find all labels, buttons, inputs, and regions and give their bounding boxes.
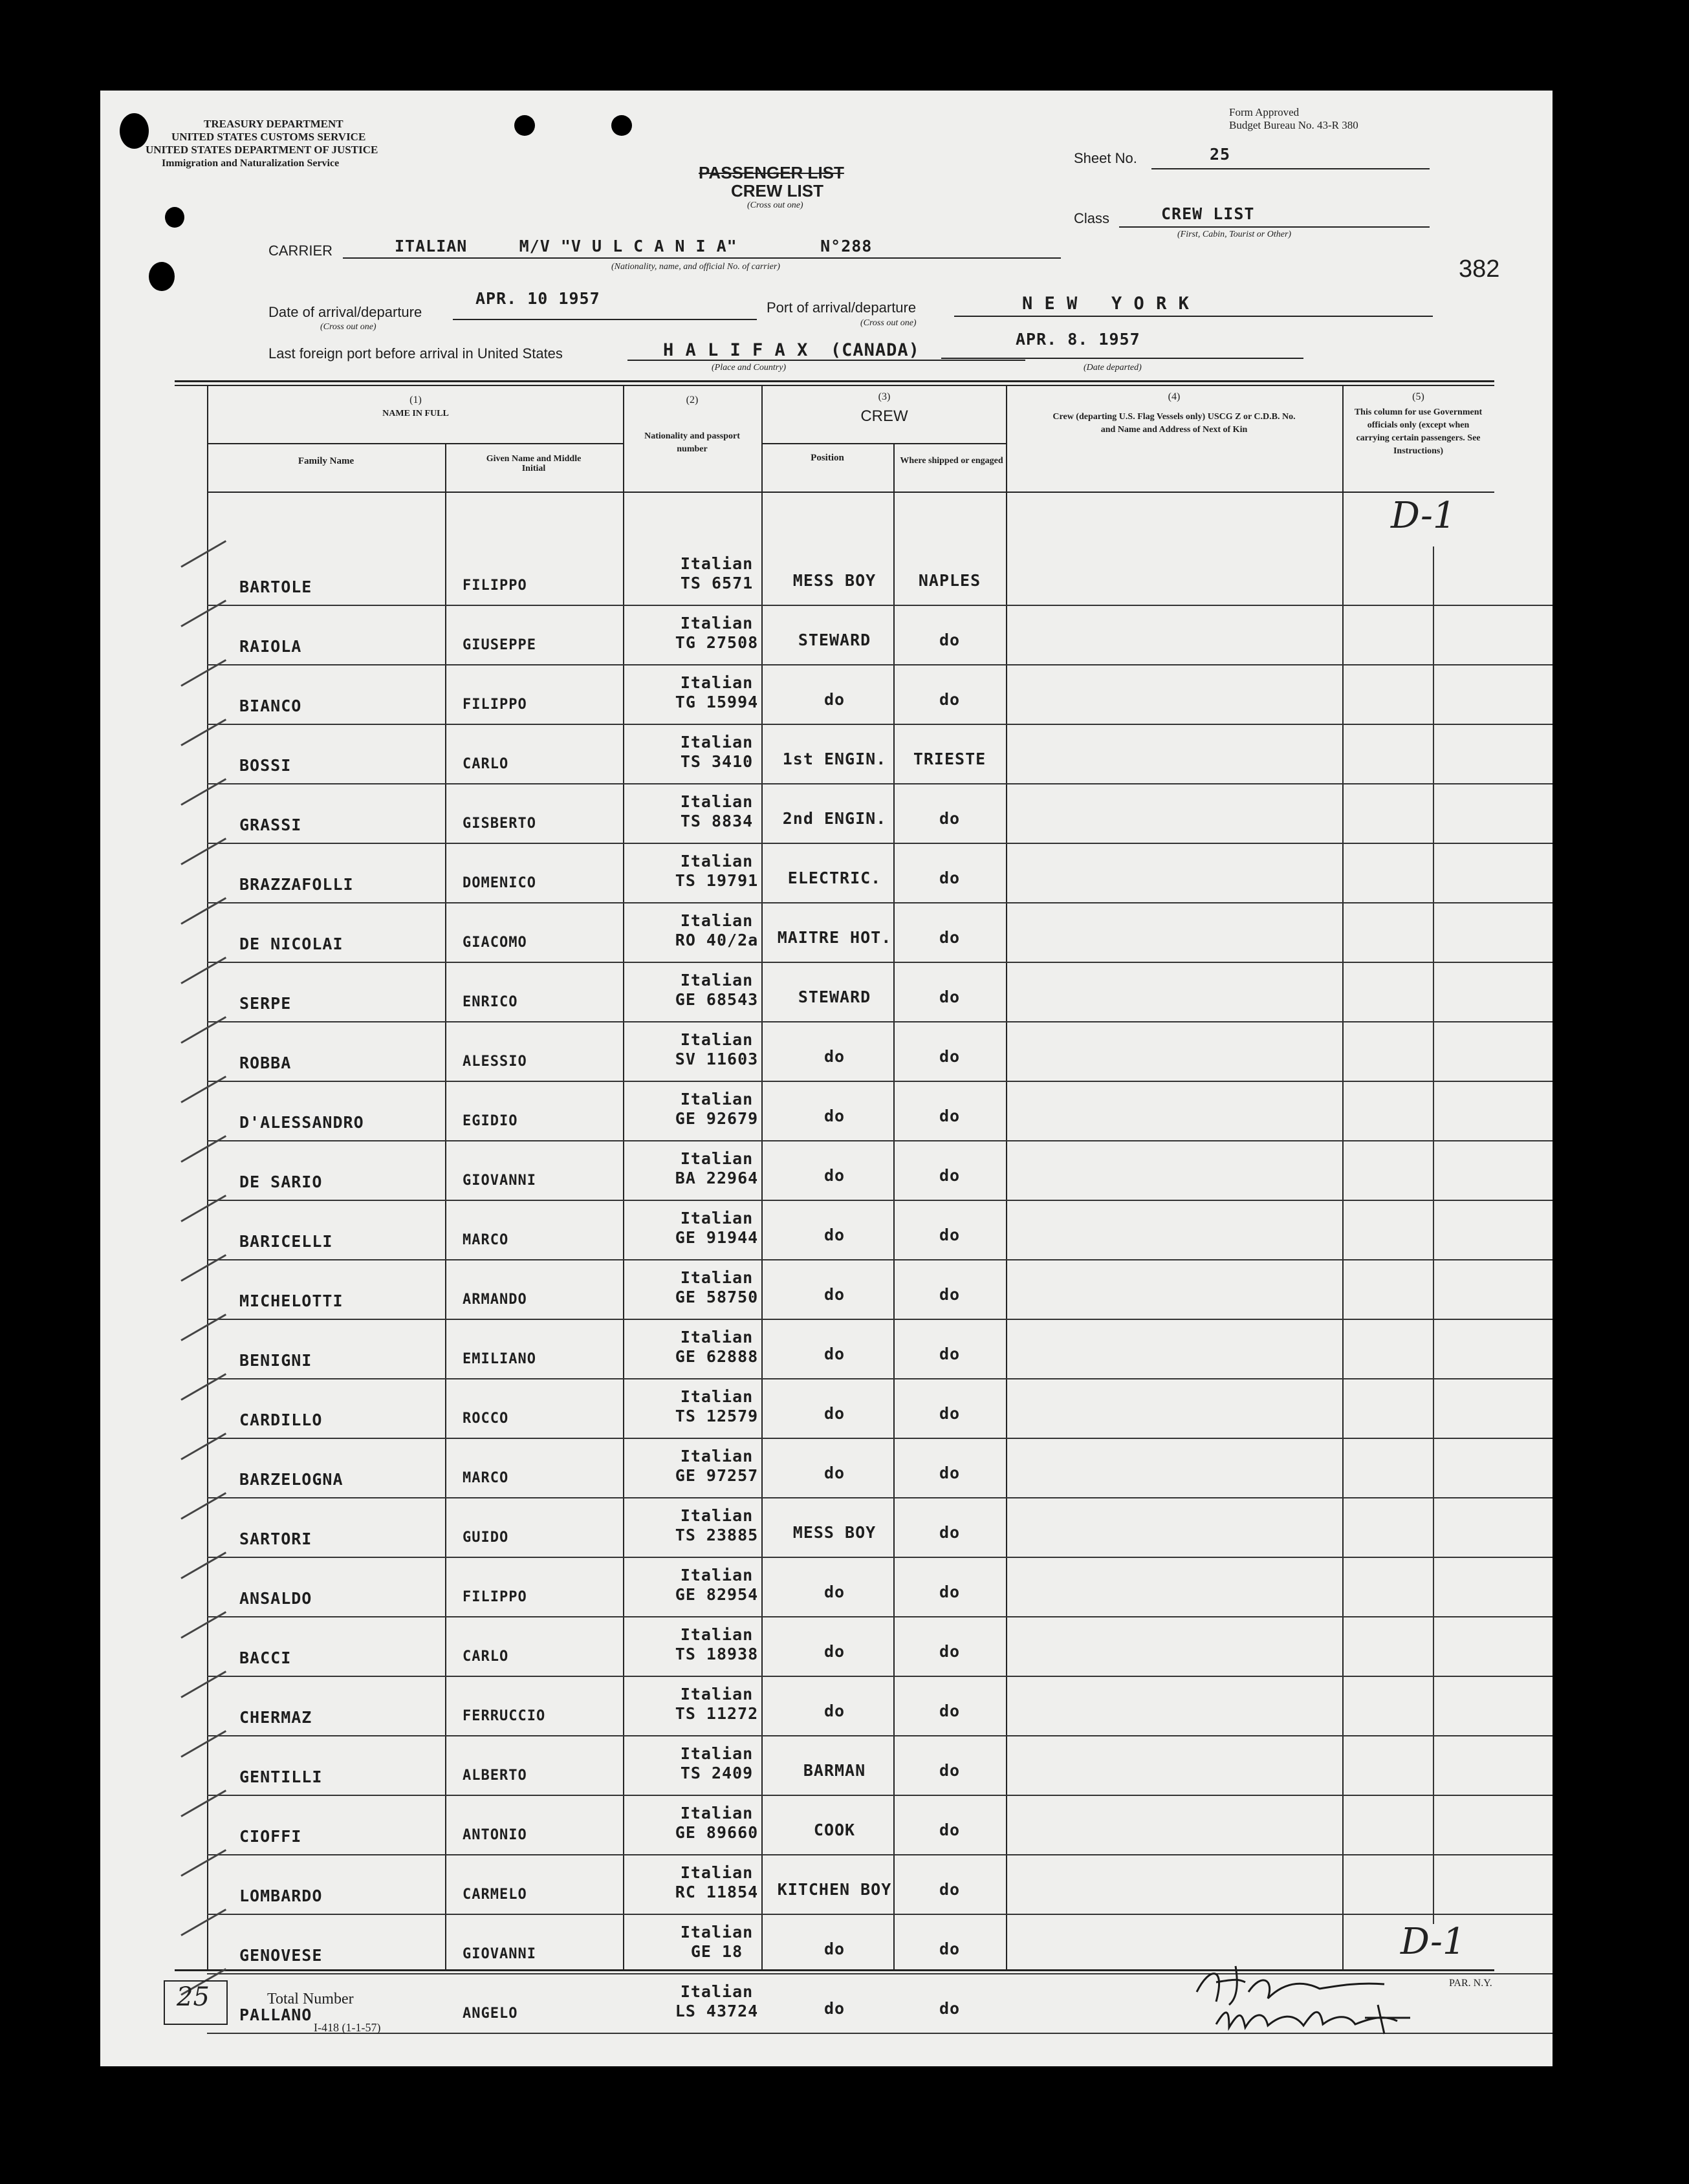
crew-position: BARMAN	[803, 1761, 866, 1780]
carrier-hint: (Nationality, name, and official No. of carrier)	[611, 262, 780, 272]
budget-bureau: Budget Bureau No. 43-R 380	[1229, 119, 1358, 131]
form-approved: Form Approved	[1229, 106, 1300, 118]
document-sheet	[100, 91, 1553, 2066]
crew-position: ELECTRIC.	[787, 869, 882, 887]
given-name: CARLO	[463, 756, 509, 772]
nationality: Italian	[680, 792, 754, 811]
family-name: GENOVESE	[239, 1946, 323, 1965]
form-number: I-418 (1-1-57)	[314, 2021, 381, 2034]
page-number: 382	[1459, 255, 1500, 283]
where-shipped: do	[939, 1345, 961, 1363]
table-row	[100, 844, 1553, 903]
given-name: GISBERTO	[463, 816, 536, 832]
passport-number: TS 19791	[675, 871, 759, 890]
where-shipped: do	[939, 1226, 961, 1244]
passport-number: TS 23885	[675, 1526, 759, 1544]
family-name: D'ALESSANDRO	[239, 1113, 364, 1132]
col3-number: (3)	[878, 391, 891, 402]
table-row	[100, 1855, 1553, 1915]
passport-number: TS 11272	[675, 1704, 759, 1723]
port-label: Port of arrival/departure	[767, 299, 917, 316]
where-shipped: do	[939, 690, 961, 709]
nationality: Italian	[680, 971, 754, 989]
crew-position: MAITRE HOT.	[777, 928, 892, 947]
where-shipped: do	[939, 1166, 961, 1185]
nationality: Italian	[680, 1387, 754, 1406]
sheet-no-label: Sheet No.	[1074, 150, 1137, 166]
agency-line-3: UNITED STATES DEPARTMENT OF JUSTICE	[146, 144, 378, 156]
given-name: CARMELO	[463, 1887, 527, 1903]
where-shipped: do	[939, 928, 961, 947]
family-name: BARTOLE	[239, 578, 312, 596]
passport-number: TS 8834	[680, 812, 754, 830]
crew-position: STEWARD	[798, 988, 871, 1006]
passport-number: RC 11854	[675, 1883, 759, 1901]
where-shipped: do	[939, 1880, 961, 1899]
crew-position: MESS BOY	[792, 1523, 877, 1542]
crew-position: STEWARD	[798, 631, 871, 649]
table-row	[100, 1082, 1553, 1141]
nationality: Italian	[680, 1923, 754, 1941]
nationality: Italian	[680, 1566, 754, 1584]
crew-position: KITCHEN BOY	[777, 1880, 892, 1899]
family-name: CARDILLO	[239, 1411, 323, 1429]
given-name: FILIPPO	[463, 697, 527, 713]
passport-number: RO 40/2a	[675, 931, 759, 949]
family-name: MICHELOTTI	[239, 1292, 343, 1310]
where-shipped: TRIESTE	[913, 750, 986, 768]
departed-hint: (Date departed)	[1084, 363, 1142, 373]
punch-hole	[120, 113, 149, 149]
col2-number: (2)	[686, 395, 699, 405]
col1-family: Family Name	[298, 456, 354, 466]
punch-hole	[514, 115, 535, 136]
passport-number: GE 68543	[675, 990, 759, 1009]
family-name: BACCI	[239, 1649, 292, 1667]
carrier-label: CARRIER	[268, 243, 333, 259]
last-port-value: H A L I F A X (CANADA)	[663, 340, 920, 360]
family-name: BARICELLI	[239, 1232, 333, 1251]
given-name: ENRICO	[463, 994, 518, 1010]
passport-number: SV 11603	[675, 1050, 759, 1068]
passport-number: TS 3410	[680, 752, 754, 771]
table-row	[100, 1022, 1553, 1082]
where-shipped: do	[939, 1583, 961, 1601]
carrier-underline	[343, 257, 1061, 259]
date-underline	[453, 319, 757, 320]
table-row	[100, 1617, 1553, 1677]
nationality: Italian	[680, 1804, 754, 1822]
table-row	[100, 1379, 1553, 1439]
passport-number: GE 62888	[675, 1347, 759, 1366]
nationality: Italian	[680, 554, 754, 573]
where-shipped: do	[939, 869, 961, 887]
header-sub-rule	[207, 443, 624, 444]
nationality: Italian	[680, 1982, 754, 2001]
family-name: GRASSI	[239, 816, 302, 834]
where-shipped: do	[939, 1761, 961, 1780]
nationality: Italian	[680, 1209, 754, 1227]
col3-position: Position	[811, 453, 844, 463]
passport-number: TS 18938	[675, 1645, 759, 1663]
crew-position: do	[823, 1642, 845, 1661]
table-row	[100, 1320, 1553, 1379]
where-shipped: do	[939, 1702, 961, 1720]
punch-hole	[611, 115, 632, 136]
nationality: Italian	[680, 1744, 754, 1763]
header-sub-rule	[761, 443, 1007, 444]
family-name: BIANCO	[239, 697, 302, 715]
nationality: Italian	[680, 1328, 754, 1346]
given-name: MARCO	[463, 1470, 509, 1486]
nationality: Italian	[680, 1149, 754, 1168]
total-count-value: 25	[177, 1982, 210, 2012]
table-row	[100, 725, 1553, 784]
par-ny: PAR. N.Y.	[1449, 1978, 1492, 1989]
crew-position: MESS BOY	[792, 571, 877, 590]
family-name: LOMBARDO	[239, 1887, 323, 1905]
agency-line-1: TREASURY DEPARTMENT	[204, 118, 343, 130]
date-hint: (Cross out one)	[320, 322, 376, 332]
passport-number: GE 58750	[675, 1288, 759, 1306]
where-shipped: do	[939, 1642, 961, 1661]
given-name: GIOVANNI	[463, 1173, 536, 1189]
class-label: Class	[1074, 210, 1110, 226]
crew-position: do	[823, 1345, 845, 1363]
passport-number: GE 89660	[675, 1823, 759, 1842]
departed-underline	[941, 358, 1303, 359]
class-hint: (First, Cabin, Tourist or Other)	[1177, 230, 1292, 239]
family-name: SERPE	[239, 994, 292, 1013]
table-top-rule-2	[175, 385, 1494, 386]
passport-number: GE 82954	[675, 1585, 759, 1604]
family-name: CHERMAZ	[239, 1708, 312, 1727]
given-name: ALBERTO	[463, 1768, 527, 1784]
table-row	[100, 1677, 1553, 1736]
col2-title: Nationality and passport number	[644, 431, 740, 454]
where-shipped: do	[939, 1047, 961, 1066]
col5-number: (5)	[1412, 391, 1424, 402]
family-name: SARTORI	[239, 1530, 312, 1548]
where-shipped: do	[939, 631, 961, 649]
family-name: BRAZZAFOLLI	[239, 875, 354, 894]
nationality: Italian	[680, 733, 754, 751]
family-name: DE SARIO	[239, 1173, 323, 1191]
column-5-bracket-line	[1433, 546, 1434, 1924]
port-hint: (Cross out one)	[860, 318, 917, 328]
class-value: CREW LIST	[1161, 204, 1255, 223]
passenger-list-title: PASSENGER LIST	[699, 163, 844, 182]
family-name: GENTILLI	[239, 1768, 323, 1786]
crew-position: do	[823, 1583, 845, 1601]
handwritten-signature	[1190, 1953, 1443, 2044]
given-name: FILIPPO	[463, 578, 527, 594]
table-row	[100, 546, 1553, 606]
table-row	[100, 963, 1553, 1022]
crew-position: do	[823, 1999, 845, 2018]
crew-position: 2nd ENGIN.	[782, 809, 887, 828]
given-name: ALESSIO	[463, 1054, 527, 1070]
where-shipped: do	[939, 1107, 961, 1125]
col3-title: CREW	[860, 407, 908, 425]
check-mark	[180, 540, 226, 568]
sheet-no-underline	[1151, 168, 1430, 169]
port-underline	[954, 316, 1433, 317]
crew-position: do	[823, 690, 845, 709]
nationality: Italian	[680, 614, 754, 632]
col1-given: Given Name and Middle Initial	[486, 454, 582, 473]
passport-number: TS 12579	[675, 1407, 759, 1425]
given-name: ARMANDO	[463, 1292, 527, 1308]
table-row	[100, 606, 1553, 665]
given-name: ROCCO	[463, 1411, 509, 1427]
given-name: GIOVANNI	[463, 1946, 536, 1962]
family-name: CIOFFI	[239, 1827, 302, 1846]
crew-position: do	[823, 1107, 845, 1125]
table-top-rule	[175, 380, 1494, 382]
crew-position: do	[823, 1226, 845, 1244]
family-name: BENIGNI	[239, 1351, 312, 1370]
nationality: Italian	[680, 911, 754, 930]
table-row	[100, 1558, 1553, 1617]
where-shipped: do	[939, 1285, 961, 1304]
where-shipped: do	[939, 1999, 961, 2018]
col4-title: Crew (departing U.S. Flag Vessels only) USCG Z or C.D.B. No. and Name and Address of Next of Kin	[1052, 412, 1296, 435]
agency-line-4: Immigration and Naturalization Service	[162, 158, 340, 169]
given-name: FERRUCCIO	[463, 1708, 546, 1724]
passport-number: GE 97257	[675, 1466, 759, 1485]
col5-title: This column for use Government officials only (except when carrying certain passengers. See Instructions)	[1354, 407, 1483, 456]
table-row	[100, 665, 1553, 725]
d1-annotation-bottom: D-1	[1400, 1921, 1466, 1963]
passport-number: TG 15994	[675, 693, 759, 711]
where-shipped: NAPLES	[918, 571, 981, 590]
class-underline	[1119, 226, 1430, 228]
table-row	[100, 784, 1553, 844]
last-port-label: Last foreign port before arrival in United States	[268, 345, 563, 362]
col3-where: Where shipped or engaged	[900, 456, 1003, 466]
given-name: DOMENICO	[463, 875, 536, 891]
punch-hole	[165, 207, 184, 228]
departed-value: APR. 8. 1957	[1016, 330, 1140, 349]
given-name: FILIPPO	[463, 1589, 527, 1605]
given-name: ANTONIO	[463, 1827, 527, 1843]
given-name: GUIDO	[463, 1530, 509, 1546]
crew-position: do	[823, 1940, 845, 1958]
given-name: ANGELO	[463, 2006, 518, 2022]
crew-list-title: CREW LIST	[731, 181, 823, 200]
given-name: EMILIANO	[463, 1351, 536, 1367]
where-shipped: do	[939, 1821, 961, 1839]
carrier-value: ITALIAN M/V "V U L C A N I A" N°288	[395, 237, 873, 255]
crew-position: do	[823, 1166, 845, 1185]
nationality: Italian	[680, 1863, 754, 1882]
crew-position: do	[823, 1285, 845, 1304]
passport-number: GE 91944	[675, 1228, 759, 1247]
nationality: Italian	[680, 1268, 754, 1287]
port-value: N E W Y O R K	[1022, 294, 1190, 314]
crew-position: COOK	[813, 1821, 856, 1839]
given-name: GIACOMO	[463, 935, 527, 951]
nationality: Italian	[680, 1506, 754, 1525]
col1-number: (1)	[409, 395, 422, 405]
where-shipped: do	[939, 1940, 961, 1958]
given-name: GIUSEPPE	[463, 637, 536, 653]
sheet-no-value: 25	[1210, 145, 1231, 164]
family-name: DE NICOLAI	[239, 935, 343, 953]
family-name: BOSSI	[239, 756, 292, 775]
crew-position: do	[823, 1404, 845, 1423]
passport-number: LS 43724	[675, 2002, 759, 2020]
where-shipped: do	[939, 988, 961, 1006]
table-row	[100, 1439, 1553, 1498]
date-value: APR. 10 1957	[475, 289, 600, 308]
family-name: PALLANO	[239, 2006, 312, 2024]
table-row	[100, 1201, 1553, 1260]
where-shipped: do	[939, 809, 961, 828]
family-name: ROBBA	[239, 1054, 292, 1072]
crew-position: do	[823, 1047, 845, 1066]
crew-position: 1st ENGIN.	[782, 750, 887, 768]
total-number-label: Total Number	[267, 1991, 354, 2007]
nationality: Italian	[680, 1625, 754, 1644]
crew-position: do	[823, 1702, 845, 1720]
nationality: Italian	[680, 1685, 754, 1703]
passport-number: GE 92679	[675, 1109, 759, 1128]
passport-number: TS 6571	[680, 574, 754, 592]
nationality: Italian	[680, 1030, 754, 1049]
table-row	[100, 1141, 1553, 1201]
table-row	[100, 1796, 1553, 1855]
d1-annotation-top: D-1	[1391, 495, 1456, 537]
where-shipped: do	[939, 1523, 961, 1542]
table-row	[100, 1498, 1553, 1558]
family-name: BARZELOGNA	[239, 1470, 343, 1489]
given-name: MARCO	[463, 1232, 509, 1248]
table-row	[100, 1260, 1553, 1320]
family-name: ANSALDO	[239, 1589, 312, 1608]
table-row	[100, 903, 1553, 963]
last-port-hint: (Place and Country)	[712, 363, 787, 373]
title-hint: (Cross out one)	[747, 200, 803, 210]
given-name: EGIDIO	[463, 1113, 518, 1129]
passport-number: TS 2409	[680, 1764, 754, 1782]
nationality: Italian	[680, 1090, 754, 1108]
date-label: Date of arrival/departure	[268, 304, 422, 320]
crew-position: do	[823, 1464, 845, 1482]
family-name: RAIOLA	[239, 637, 302, 656]
where-shipped: do	[939, 1404, 961, 1423]
nationality: Italian	[680, 852, 754, 870]
punch-hole	[149, 262, 175, 291]
where-shipped: do	[939, 1464, 961, 1482]
col4-number: (4)	[1168, 391, 1181, 402]
col1-title: NAME IN FULL	[382, 409, 449, 418]
table-row	[100, 1736, 1553, 1796]
passport-number: TG 27508	[675, 633, 759, 652]
passport-number: GE 18	[690, 1942, 743, 1961]
nationality: Italian	[680, 1447, 754, 1465]
passport-number: BA 22964	[675, 1169, 759, 1187]
header-bottom-rule	[207, 492, 1494, 493]
given-name: CARLO	[463, 1649, 509, 1665]
agency-line-2: UNITED STATES CUSTOMS SERVICE	[171, 131, 366, 143]
nationality: Italian	[680, 673, 754, 692]
